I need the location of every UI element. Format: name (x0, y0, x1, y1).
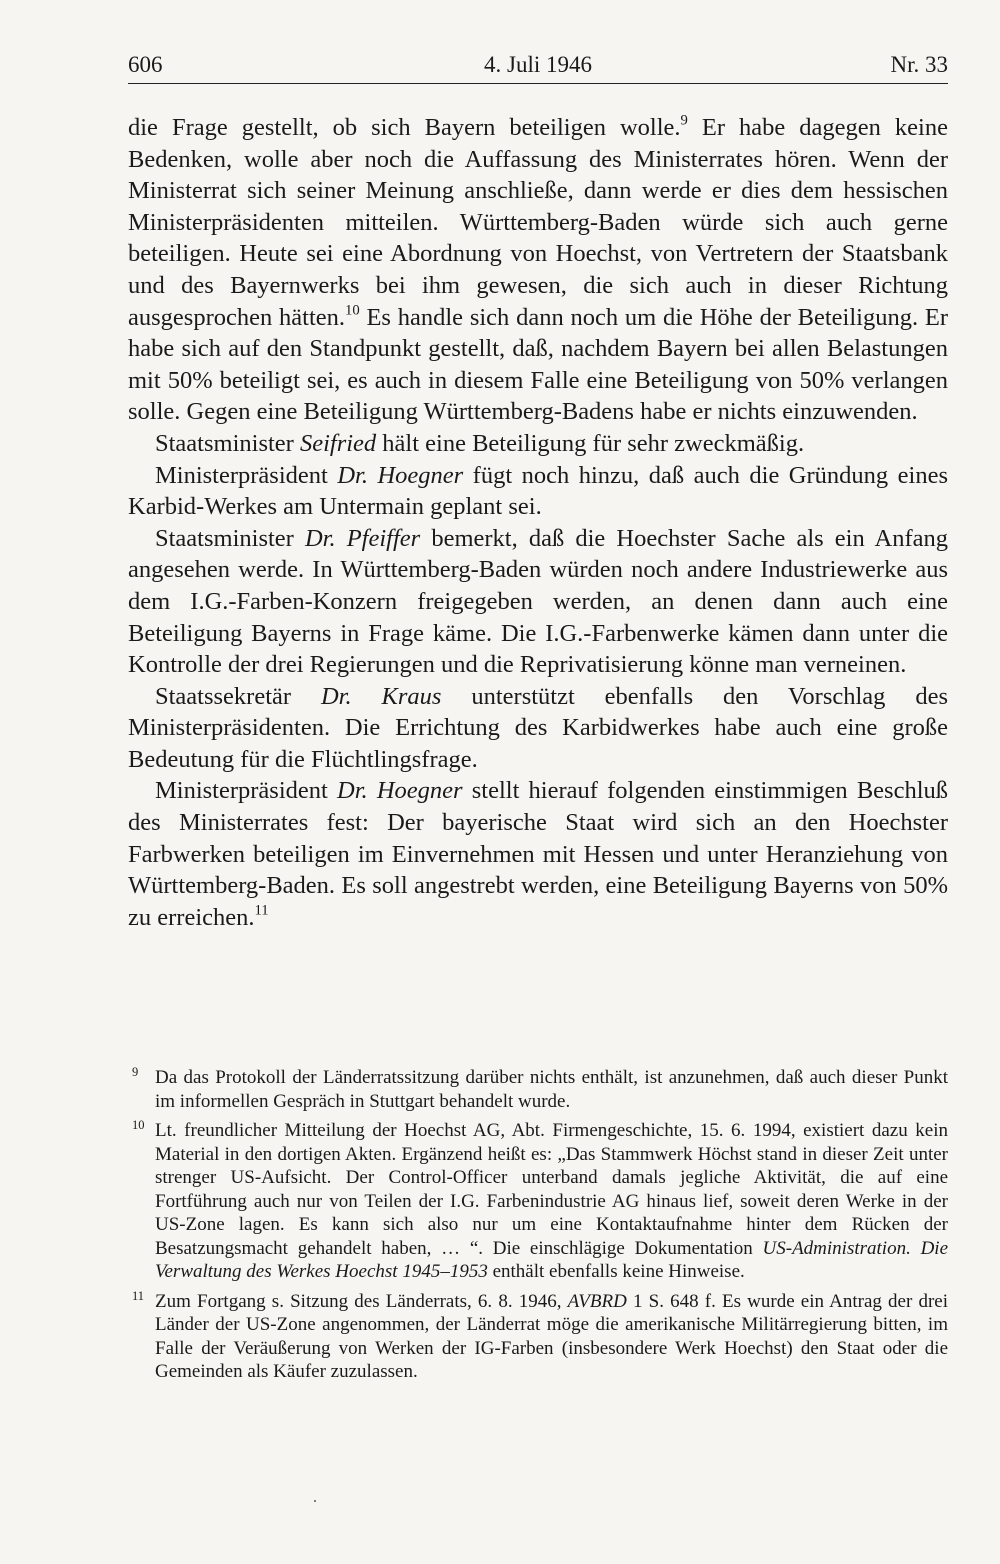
speaker-name: Dr. Kraus (320, 682, 442, 710)
paragraph-6 (128, 775, 948, 933)
text-run: unterstützt ebenfalls den Vorschlag des Ministerpräsidenten. Die Errichtung des Karbidwerkes habe auch eine große Bedeutung für die Flüchtlingsfrage. (128, 682, 948, 773)
header-rule (128, 83, 948, 84)
text-run: hält eine Beteiligung für sehr zweckmäßig. (376, 429, 805, 457)
page-number: 606 (128, 52, 163, 77)
citation-title: US-Administration. Die Verwaltung des Werkes Hoechst 1945–1953 (155, 1237, 948, 1282)
paragraph-2 (128, 428, 948, 460)
speaker-name: Seifried (299, 429, 377, 457)
text-run: bemerkt, daß die Hoechster Sache als ein Anfang angesehen werde. In Württemberg-Baden würden noch andere Industriewerke aus dem I.G.-Farben-Konzern freigegeben werden, an denen dann auch eine Beteiligung Bayerns in Frage käme. Die I.G.-Farbenwerke kämen dann unter die Kontrolle der drei Regierungen und die Reprivatisierung könne man verneinen. (128, 524, 948, 679)
footnote-text: enthält ebenfalls keine Hinweise. (487, 1261, 745, 1282)
citation-title: AVBRD (567, 1290, 627, 1312)
text-run: Er habe dagegen keine Bedenken, wolle aber noch die Auffassung des Ministerrates hören. Wenn der Ministerrat sich seiner Meinung anschließe, dann werde er dies dem hessischen Ministerpräsidenten mitteilen. Württemberg-Baden würde sich auch gerne beteiligen. Heute sei eine Abordnung von Hoechst, von Vertretern der Staatsbank und des Bayernwerks bei ihm gewesen, die sich auch in dieser Richtung ausgesprochen hätten. (128, 114, 948, 331)
issue-number: Nr. 33 (890, 52, 948, 77)
footnote-text: 1 S. 648 f. Es wurde ein Antrag der drei Länder der US-Zone angenommen, der Länderrat möge die amerikanische Militärregierung bitten, im Falle der Veräußerung von Werken der IG-Farben (insbesondere Werk Hoechst) den Staat oder die Gemeinden als Käufer zuzulassen. (155, 1290, 948, 1382)
footnote-text: Lt. freundlicher Mitteilung der Hoechst AG, Abt. Firmengeschichte, 15. 6. 1994, existiert dazu kein Material in den dortigen Akten. Ergänzend heißt es: „Das Stammwerk Höchst stand in dieser Zeit unter strenger US-Aufsicht. Der Control-Officer unterband damals jegliche Aktivität, die auf eine Fortführung auch nur von Teilen der I.G. Farbenindustrie AG hinaus lief, soweit deren Werke in der US-Zone lagen. Es kann sich also nur um eine Kontaktaufnahme hinter dem Rücken der Besatzungsmacht gehandelt haben, … “. Die einschlägige Dokumentation (155, 1120, 948, 1259)
footnote-text: Da das Protokoll der Länderratssitzung darüber nichts enthält, ist anzunehmen, daß auch dieser Punkt im informellen Gespräch in Stuttgart behandelt wurde. (155, 1067, 948, 1112)
text-run: Staatssekretär (155, 682, 321, 710)
footnote-ref-9: 9 (680, 112, 688, 129)
footnote-9 (128, 1066, 948, 1113)
footnotes (128, 1066, 948, 1390)
paragraph-5 (128, 681, 948, 776)
footnote-ref-11: 11 (254, 902, 269, 919)
speaker-name: Dr. Pfeiffer (304, 524, 421, 552)
footnote-number: 11 (132, 1288, 145, 1303)
footnote-ref-10: 10 (345, 302, 360, 319)
paragraph-4 (128, 523, 948, 681)
footnote-text: Zum Fortgang s. Sitzung des Länderrats, 6. 8. 1946, (155, 1290, 568, 1312)
text-run: die Frage gestellt, ob sich Bayern beteiligen wolle. (128, 114, 681, 141)
print-speck (314, 1500, 316, 1502)
paragraph-3 (128, 460, 948, 523)
paragraph-1 (128, 112, 948, 428)
footnote-number: 9 (132, 1065, 139, 1079)
speaker-name: Dr. Hoegner (337, 461, 464, 489)
main-text (128, 112, 948, 933)
text-run: Ministerpräsident (155, 777, 338, 805)
header-date: 4. Juli 1946 (484, 52, 592, 77)
speaker-name: Dr. Hoegner (337, 777, 463, 805)
text-run: Staatsminister (155, 429, 300, 457)
text-run: stellt hierauf folgenden einstimmigen Beschluß des Ministerrates fest: Der bayerische Staat wird sich an den Hoechster Farbwerken beteiligen im Einvernehmen mit Hessen und unter Heranziehung von Württemberg-Baden. Es soll angestrebt werden, eine Beteiligung Bayerns von 50% zu erreichen. (128, 777, 948, 931)
text-run: Es handle sich dann noch um die Höhe der Beteiligung. Er habe sich auf den Standpunkt gestellt, daß, nachdem Bayern bei allen Belastungen mit 50% beteiligt sei, es auch in diesem Falle eine Beteiligung von 50% verlangen solle. Gegen eine Beteiligung Württemberg-Badens habe er nichts einzuwenden. (128, 303, 948, 426)
text-run: Ministerpräsident (155, 461, 338, 489)
footnote-10 (128, 1119, 948, 1284)
running-head (128, 48, 948, 82)
footnote-11 (128, 1290, 948, 1384)
footnote-number: 10 (132, 1118, 145, 1132)
text-run: Staatsminister (155, 524, 305, 552)
text-run: fügt noch hinzu, daß auch die Gründung eines Karbid-Werkes am Untermain geplant sei. (128, 461, 948, 521)
